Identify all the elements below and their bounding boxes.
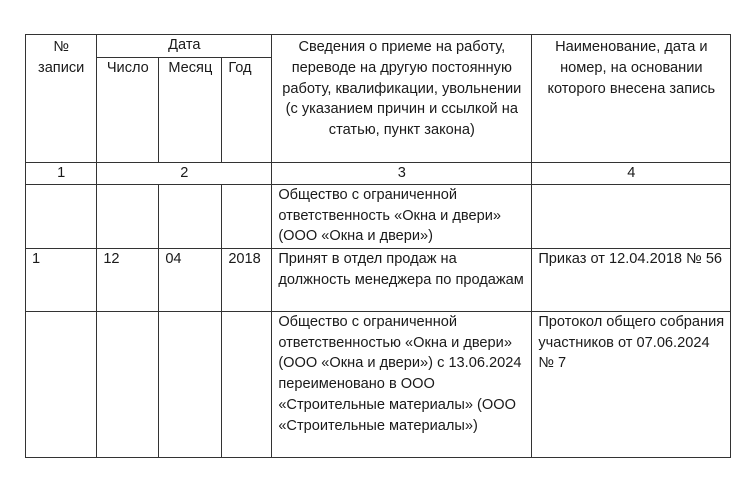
cell-year (222, 311, 272, 457)
header-info: Сведения о приеме на работу, переводе на другую постоянную работу, квалификации, увольнении (с указанием причин и ссылкой на статью, пункт закона) (272, 35, 532, 163)
cell-month (159, 184, 222, 248)
column-number-4: 4 (532, 163, 731, 185)
table-row (26, 311, 731, 457)
cell-day: 12 (97, 248, 159, 311)
cell-year: 2018 (222, 248, 272, 311)
column-number-3: 3 (272, 163, 532, 185)
header-record-number: № записи (26, 35, 97, 163)
header-year: Год (222, 58, 272, 163)
cell-info: Принят в отдел продаж на должность менеджера по продажам (272, 248, 532, 311)
cell-month: 04 (159, 248, 222, 311)
cell-basis: Протокол общего собрания участников от 07.06.2024 № 7 (532, 311, 731, 457)
cell-info: Общество с ограниченной ответственностью «Окна и двери» (ООО «Окна и двери») с 13.06.2024 переименовано в ООО «Строительные материалы» (ООО «Строительные материалы») (272, 311, 532, 457)
table-row (26, 248, 731, 311)
header-date: Дата (97, 35, 272, 58)
cell-num (26, 184, 97, 248)
column-number-1: 1 (26, 163, 97, 185)
cell-info: Общество с ограниченной ответственность «Окна и двери» (ООО «Окна и двери») (272, 184, 532, 248)
header-month: Месяц (159, 58, 222, 163)
work-record-table (25, 34, 731, 458)
cell-day (97, 311, 159, 457)
cell-month (159, 311, 222, 457)
column-number-2: 2 (97, 163, 272, 185)
cell-year (222, 184, 272, 248)
cell-num (26, 311, 97, 457)
header-basis: Наименование, дата и номер, на основании которого внесена запись (532, 35, 731, 163)
cell-basis (532, 184, 731, 248)
header-day: Число (97, 58, 159, 163)
cell-basis: Приказ от 12.04.2018 № 56 (532, 248, 731, 311)
cell-num: 1 (26, 248, 97, 311)
table-row (26, 184, 731, 248)
cell-day (97, 184, 159, 248)
